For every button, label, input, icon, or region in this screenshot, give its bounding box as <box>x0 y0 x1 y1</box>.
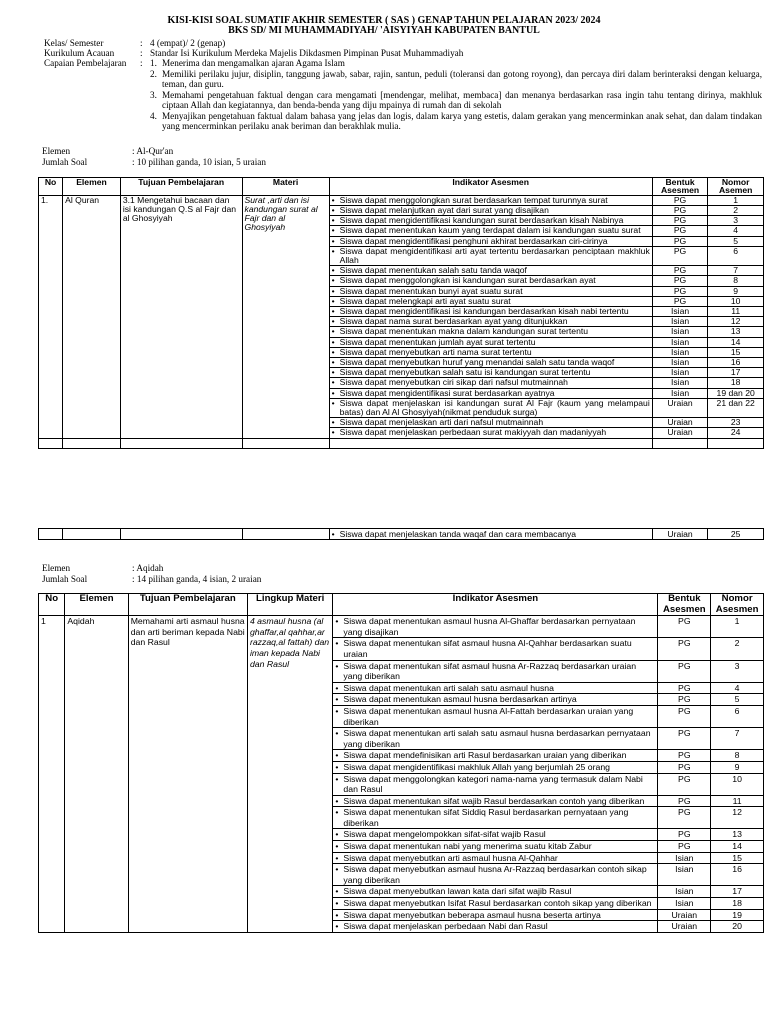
bentuk-cell: PG <box>658 660 711 682</box>
nomor-cell: 17 <box>711 886 764 898</box>
nomor-cell: 11 <box>711 795 764 807</box>
indikator-cell: • Siswa dapat melengkapi arti ayat suatu surat <box>329 296 652 306</box>
indikator-text: Siswa dapat menyebutkan lawan kata dari sifat wajib Rasul <box>343 886 572 897</box>
indikator-text: Siswa dapat menjelaskan tanda waqaf dan cara membacanya <box>339 529 577 539</box>
indikator-text: Siswa dapat menyebutkan beberapa asmaul husna beserta artinya <box>343 909 601 920</box>
capaian-list <box>150 58 762 132</box>
bentuk-cell: PG <box>652 206 708 216</box>
kurikulum-label: Kurikulum Acauan <box>44 48 115 58</box>
bentuk-cell: PG <box>658 829 711 841</box>
bentuk-cell: PG <box>658 750 711 762</box>
nomor-cell: 18 <box>708 378 764 388</box>
capaian-item: 1. Menerima dan mengamalkan ajaran Agama Islam <box>150 58 345 68</box>
bentuk-cell: Isian <box>652 368 708 378</box>
indikator-cell: • Siswa dapat menyebutkan beberapa asmaul husna beserta artinya <box>333 909 658 921</box>
indikator-cell: • Siswa dapat mengidentifikasi surat berdasarkan ayatnya <box>329 388 652 398</box>
bentuk-cell: PG <box>658 638 711 660</box>
indikator-text: Siswa dapat melengkapi arti ayat suatu surat <box>339 296 511 306</box>
bentuk-cell: Isian <box>652 358 708 368</box>
bentuk-cell: Isian <box>652 388 708 398</box>
header-no: No <box>39 594 65 616</box>
header-bentuk: Bentuk Asesmen <box>652 178 708 196</box>
bentuk-cell: Uraian <box>652 529 708 540</box>
indikator-text: Siswa dapat mengidentifikasi isi kandungan berdasarkan kisah nabi tertentu <box>339 306 629 317</box>
bentuk-cell: PG <box>652 236 708 246</box>
nomor-cell: 20 <box>711 921 764 933</box>
indikator-cell: • Siswa dapat menentukan arti salah satu asmaul husna berdasarkan pernyataan yang diberikan <box>333 728 658 750</box>
indikator-cell: • Siswa dapat menyebutkan huruf yang menandai salah satu tanda waqof <box>329 358 652 368</box>
bentuk-cell: Isian <box>652 317 708 327</box>
header-elemen: Elemen <box>65 594 128 616</box>
indikator-cell: • Siswa dapat menentukan jumlah ayat surat tertentu <box>329 337 652 347</box>
capaian-colon: : <box>140 58 143 68</box>
elemen-value: : Al-Qur'an <box>132 146 174 156</box>
nomor-cell: 13 <box>708 327 764 337</box>
indikator-text: Siswa dapat mengelompokkan sifat-sifat wajib Rasul <box>343 829 546 840</box>
no-cell: 1 <box>39 616 65 933</box>
indikator-cell: • Siswa dapat menyebutkan arti asmaul husna Al-Qahhar <box>333 852 658 864</box>
indikator-text: Siswa dapat menentukan sifat Siddiq Rasul berdasarkan pernyataan yang diberikan <box>343 807 629 828</box>
bentuk-cell: PG <box>658 807 711 829</box>
nomor-cell: 4 <box>708 226 764 236</box>
nomor-cell: 1 <box>711 616 764 638</box>
indikator-cell: • Siswa dapat menentukan nabi yang menerima suatu kitab Zabur <box>333 841 658 853</box>
indikator-text: Siswa dapat menyebutkan arti nama surat tertentu <box>339 347 532 357</box>
bentuk-cell: Isian <box>658 898 711 910</box>
nomor-cell: 2 <box>711 638 764 660</box>
indikator-text: Siswa dapat mengidentifikasi penghuni akhirat berdasarkan ciri-cirinya <box>339 236 608 246</box>
materi-cell: 4 asmaul husna (al ghaffar,al qahhar,ar razzaq,al fattah) dan iman kepada Nabi dan Rasul <box>247 616 332 933</box>
bentuk-cell: PG <box>658 761 711 773</box>
nomor-cell: 14 <box>708 337 764 347</box>
indikator-text: Siswa dapat menentukan arti salah satu asmaul husna berdasarkan pernyataan yang diberikan <box>343 728 651 749</box>
header-materi: Materi <box>242 178 329 196</box>
bentuk-cell: Uraian <box>652 428 708 438</box>
bentuk-cell: PG <box>652 266 708 276</box>
bentuk-cell: Isian <box>652 378 708 388</box>
table-header-row <box>39 594 764 616</box>
indikator-cell: • Siswa dapat menyebutkan arti nama surat tertentu <box>329 347 652 357</box>
capaian-label: Capaian Pembelajaran <box>44 58 127 68</box>
bentuk-cell: PG <box>658 682 711 694</box>
elemen-value: : Aqidah <box>132 563 164 573</box>
capaian-item: 2. Memiliki perilaku jujur, disiplin, tanggung jawab, sabar, rajin, santun, peduli (toleransi dan gotong royong), dan percaya diri dalam berinteraksi dengan keluarga, teman, dan guru. <box>150 68 762 89</box>
nomor-cell: 12 <box>711 807 764 829</box>
nomor-cell: 10 <box>708 296 764 306</box>
nomor-cell: 24 <box>708 428 764 438</box>
indikator-text: Siswa dapat menjelaskan perbedaan Nabi dan Rasul <box>343 921 548 932</box>
indikator-text: Siswa dapat menyebutkan huruf yang menandai salah satu tanda waqof <box>339 357 615 368</box>
jumlah-soal-label: Jumlah Soal <box>42 573 88 584</box>
indikator-text: Siswa dapat menentukan sifat asmaul husna Al-Qahhar berdasarkan suatu uraian <box>343 638 632 659</box>
indikator-text: Siswa dapat menentukan arti salah satu asmaul husna <box>343 682 554 693</box>
table-header-row <box>39 178 764 196</box>
nomor-cell: 13 <box>711 829 764 841</box>
indikator-cell: • Siswa dapat mengelompokkan sifat-sifat wajib Rasul <box>333 829 658 841</box>
indikator-cell: • Siswa dapat menggolongkan surat berdasarkan tempat turunnya surat <box>329 195 652 205</box>
indikator-cell: • Siswa dapat menentukan kaum yang terdapat dalam isi kandungan suatu surat <box>329 226 652 236</box>
bentuk-cell: PG <box>658 728 711 750</box>
bentuk-cell: PG <box>652 296 708 306</box>
bentuk-cell: PG <box>658 616 711 638</box>
table-row: • Siswa dapat menjelaskan tanda waqaf dan cara membacanya Uraian 25 <box>39 529 764 540</box>
kisi-table-alquran <box>38 177 764 449</box>
indikator-text: Siswa dapat nama surat berdasarkan ayat yang ditunjukkan <box>339 316 568 327</box>
kelas-label: Kelas/ Semester <box>44 38 104 48</box>
indikator-cell: • Siswa dapat melanjutkan ayat dari surat yang disajikan <box>329 206 652 216</box>
elemen-cell: Al Quran <box>63 195 121 438</box>
table-row <box>39 195 764 205</box>
section2-info <box>42 563 342 584</box>
table-body <box>39 616 764 933</box>
indikator-text: Siswa dapat mengidentifikasi arti ayat tertentu berdasarkan penciptaan makhluk Allah <box>339 246 650 266</box>
bentuk-cell: PG <box>658 795 711 807</box>
indikator-text: Siswa dapat mengidentifikasi makhluk Allah yang berjumlah 25 orang <box>343 761 610 772</box>
indikator-cell: • Siswa dapat menjelaskan perbedaan Nabi dan Rasul <box>333 921 658 933</box>
materi-cell: Surat ,arti dan isi kandungan surat al Fajr dan al Ghosyiyah <box>242 195 329 438</box>
table-row <box>39 616 764 638</box>
indikator-cell: • Siswa dapat mengidentifikasi isi kandungan berdasarkan kisah nabi tertentu <box>329 307 652 317</box>
indikator-text: Siswa dapat menjelaskan perbedaan surat makiyyah dan madaniyyah <box>339 427 607 438</box>
elemen-label: Elemen <box>42 146 71 156</box>
indikator-text: Siswa dapat menyebutkan ciri sikap dari nafsul mutmainnah <box>339 377 568 388</box>
indikator-text: Siswa dapat menyebutkan salah satu isi kandungan surat tertentu <box>339 367 591 378</box>
indikator-text: Siswa dapat menentukan asmaul husna Al-Fattah berdasarkan uraian yang diberikan <box>343 705 634 727</box>
header-nomor: Nomor Asemen <box>708 178 764 196</box>
indikator-cell: • Siswa dapat menggolongkan kategori nama-nama yang termasuk dalam Nabi dan Rasul <box>333 773 658 795</box>
indikator-cell: • Siswa dapat menentukan sifat asmaul husna Ar-Razzaq berdasarkan uraian yang diberikan <box>333 660 658 682</box>
indikator-cell: • Siswa dapat menyebutkan lawan kata dari sifat wajib Rasul <box>333 886 658 898</box>
indikator-text: Siswa dapat menggolongkan kategori nama-nama yang termasuk dalam Nabi dan Rasul <box>343 773 643 795</box>
bentuk-cell: PG <box>658 705 711 727</box>
nomor-cell: 6 <box>711 705 764 727</box>
indikator-text: Siswa dapat mengidentifikasi kandungan surat berdasarkan kisah Nabinya <box>339 215 624 226</box>
indikator-cell: • Siswa dapat menentukan sifat wajib Rasul berdasarkan contoh yang diberikan <box>333 795 658 807</box>
indikator-text: Siswa dapat menjelaskan isi kandungan surat Al Fajr (kaum yang melampaui batas) dan Al Al Ghosyiyah(nikmat penduduk surga) <box>339 398 650 418</box>
nomor-cell: 3 <box>711 660 764 682</box>
indikator-cell: • Siswa dapat mendefinisikan arti Rasul berdasarkan uraian yang diberikan <box>333 750 658 762</box>
kisi-table-aqidah <box>38 593 764 933</box>
indikator-cell: • Siswa dapat menjelaskan perbedaan surat makiyyah dan madaniyyah <box>329 428 652 438</box>
nomor-cell: 5 <box>708 236 764 246</box>
nomor-cell: 15 <box>708 347 764 357</box>
indikator-cell: • Siswa dapat mengidentifikasi arti ayat tertentu berdasarkan penciptaan makhluk Allah <box>329 246 652 265</box>
indikator-text: Siswa dapat menentukan asmaul husna berdasarkan artinya <box>343 694 577 705</box>
indikator-text: Siswa dapat menyebutkan arti asmaul husna Al-Qahhar <box>343 852 558 863</box>
indikator-text: Siswa dapat menyebutkan Isifat Rasul berdasarkan contoh sikap yang diberikan <box>343 898 652 909</box>
indikator-text: Siswa dapat menentukan kaum yang terdapat dalam isi kandungan suatu surat <box>339 225 641 236</box>
nomor-cell: 21 dan 22 <box>708 398 764 417</box>
nomor-cell: 12 <box>708 317 764 327</box>
indikator-cell: • Siswa dapat mengidentifikasi penghuni akhirat berdasarkan ciri-cirinya <box>329 236 652 246</box>
indikator-text: Siswa dapat menentukan bunyi ayat suatu surat <box>339 286 523 296</box>
bentuk-cell: Isian <box>652 347 708 357</box>
nomor-cell: 10 <box>711 773 764 795</box>
indikator-cell: • Siswa dapat menyebutkan asmaul husna Ar-Razzaq berdasarkan contoh sikap yang diberikan <box>333 864 658 886</box>
capaian-item: 3. Memahami pengetahuan faktual dengan cara mengamati [mendengar, melihat, membaca] dan menanya berdasarkan rasa ingin tahu tentang dirinya, makhluk ciptaan Allah dan kegiatannya, dan benda-benda yang diju mpainya di rumah dan di sekolah <box>150 89 762 110</box>
section1-info <box>42 146 342 167</box>
nomor-cell: 19 <box>711 909 764 921</box>
header-bentuk: Bentuk Asesmen <box>658 594 711 616</box>
nomor-cell: 7 <box>711 728 764 750</box>
bentuk-cell: PG <box>652 276 708 286</box>
bentuk-cell: PG <box>658 773 711 795</box>
indikator-cell: • Siswa dapat menyebutkan salah satu isi kandungan surat tertentu <box>329 368 652 378</box>
indikator-text: Siswa dapat menentukan salah satu tanda waqof <box>339 265 527 276</box>
header-indikator: Indikator Asesmen <box>333 594 658 616</box>
nomor-cell: 8 <box>708 276 764 286</box>
header-nomor: Nomor Asesmen <box>711 594 764 616</box>
indikator-cell: • Siswa dapat mengidentifikasi kandungan surat berdasarkan kisah Nabinya <box>329 216 652 226</box>
no-cell: 1. <box>39 195 63 438</box>
jumlah-soal-label: Jumlah Soal <box>42 156 88 167</box>
indikator-cell: • Siswa dapat menentukan bunyi ayat suatu surat <box>329 286 652 296</box>
indikator-cell: • Siswa dapat menentukan arti salah satu asmaul husna <box>333 682 658 694</box>
indikator-cell: • Siswa dapat menentukan salah satu tanda waqof <box>329 266 652 276</box>
bentuk-cell: Isian <box>652 337 708 347</box>
bentuk-cell: PG <box>658 841 711 853</box>
nomor-cell: 4 <box>711 682 764 694</box>
header-tujuan: Tujuan Pembelajaran <box>120 178 242 196</box>
indikator-text: Siswa dapat mendefinisikan arti Rasul berdasarkan uraian yang diberikan <box>343 750 627 761</box>
bentuk-cell: Uraian <box>658 921 711 933</box>
document-title-line1: KISI-KISI SOAL SUMATIF AKHIR SEMESTER ( SAS ) GENAP TAHUN PELAJARAN 2023/ 2024 <box>167 15 601 26</box>
bentuk-cell: PG <box>652 226 708 236</box>
nomor-cell: 8 <box>711 750 764 762</box>
indikator-text: Siswa dapat menentukan sifat asmaul husna Ar-Razzaq berdasarkan uraian yang diberikan <box>343 660 637 682</box>
nomor-cell: 5 <box>711 694 764 706</box>
bentuk-cell: PG <box>652 216 708 226</box>
indikator-cell: • Siswa dapat menjelaskan arti dari nafsul mutmainnah <box>329 418 652 428</box>
indikator-cell: • Siswa dapat menentukan sifat asmaul husna Al-Qahhar berdasarkan suatu uraian <box>333 638 658 660</box>
indikator-text: Siswa dapat menggolongkan surat berdasarkan tempat turunnya surat <box>339 195 608 205</box>
tujuan-cell: Memahami arti asmaul husna dan arti beriman kepada Nabi dan Rasul <box>128 616 247 933</box>
document-title-line2: BKS SD/ MI MUHAMMADIYAH/ 'AISYIYAH KABUPATEN BANTUL <box>228 25 540 36</box>
kurikulum-value: Standar Isi Kurikulum Merdeka Majelis Dikdasmen Pimpinan Pusat Muhammadiyah <box>150 48 464 58</box>
nomor-cell: 3 <box>708 216 764 226</box>
bentuk-cell: PG <box>658 694 711 706</box>
indikator-cell: • Siswa dapat menentukan asmaul husna Al-Fattah berdasarkan uraian yang diberikan <box>333 705 658 727</box>
indikator-cell: • Siswa dapat menentukan asmaul husna berdasarkan artinya <box>333 694 658 706</box>
header-tujuan: Tujuan Pembelajaran <box>128 594 247 616</box>
bentuk-cell: Isian <box>652 327 708 337</box>
bentuk-cell: Uraian <box>658 909 711 921</box>
bentuk-cell: Isian <box>652 307 708 317</box>
elemen-cell: Aqidah <box>65 616 128 933</box>
nomor-cell: 11 <box>708 307 764 317</box>
nomor-cell: 23 <box>708 418 764 428</box>
tujuan-cell: 3.1 Mengetahui bacaan dan isi kandungan Q.S al Fajr dan al Ghosyiyah <box>120 195 242 438</box>
bentuk-cell: Uraian <box>652 398 708 417</box>
indikator-cell: • Siswa dapat menjelaskan isi kandungan surat Al Fajr (kaum yang melampaui batas) dan Al Al Ghosyiyah(nikmat penduduk surga) <box>329 398 652 417</box>
jumlah-soal-value: : 10 pilihan ganda, 10 isian, 5 uraian <box>132 156 266 167</box>
indikator-text: Siswa dapat mengidentifikasi surat berdasarkan ayatnya <box>339 388 555 398</box>
nomor-cell: 16 <box>711 864 764 886</box>
nomor-cell: 25 <box>708 529 764 540</box>
indikator-text: Siswa dapat melanjutkan ayat dari surat yang disajikan <box>339 205 549 216</box>
indikator-text: Siswa dapat menggolongkan isi kandungan surat berdasarkan ayat <box>339 275 596 286</box>
bentuk-cell: Isian <box>658 864 711 886</box>
indikator-text: Siswa dapat menjelaskan arti dari nafsul mutmainnah <box>339 417 544 428</box>
bentuk-cell: PG <box>652 246 708 265</box>
bentuk-cell: PG <box>652 286 708 296</box>
indikator-cell: • Siswa dapat nama surat berdasarkan ayat yang ditunjukkan <box>329 317 652 327</box>
indikator-text: Siswa dapat menentukan sifat wajib Rasul berdasarkan contoh yang diberikan <box>343 795 645 806</box>
nomor-cell: 1 <box>708 195 764 205</box>
bentuk-cell: PG <box>652 195 708 205</box>
indikator-cell: • Siswa dapat mengidentifikasi makhluk Allah yang berjumlah 25 orang <box>333 761 658 773</box>
header-elemen: Elemen <box>63 178 121 196</box>
nomor-cell: 15 <box>711 852 764 864</box>
indikator-cell: • Siswa dapat menyebutkan ciri sikap dari nafsul mutmainnah <box>329 378 652 388</box>
nomor-cell: 9 <box>711 761 764 773</box>
header-lingkup-materi: Lingkup Materi <box>247 594 332 616</box>
bentuk-cell: Isian <box>658 886 711 898</box>
indikator-cell: • Siswa dapat menentukan sifat Siddiq Rasul berdasarkan pernyataan yang diberikan <box>333 807 658 829</box>
kisi-table-extra-row <box>38 528 764 540</box>
bentuk-cell: Isian <box>658 852 711 864</box>
jumlah-soal-value: : 14 pilihan ganda, 4 isian, 2 uraian <box>132 573 262 584</box>
indikator-text: Siswa dapat menentukan asmaul husna Al-Ghaffar berdasarkan pernyataan yang disajikan <box>343 616 636 637</box>
indikator-cell: • Siswa dapat menentukan asmaul husna Al-Ghaffar berdasarkan pernyataan yang disajikan <box>333 616 658 638</box>
indikator-text: Siswa dapat menentukan jumlah ayat surat tertentu <box>339 337 536 347</box>
nomor-cell: 6 <box>708 246 764 265</box>
indikator-text: Siswa dapat menentukan nabi yang menerima suatu kitab Zabur <box>343 841 592 852</box>
table-body <box>39 195 764 448</box>
table-row <box>39 438 764 448</box>
indikator-text: Siswa dapat menyebutkan asmaul husna Ar-Razzaq berdasarkan contoh sikap yang diberikan <box>343 864 647 885</box>
indikator-cell: • Siswa dapat menentukan makna dalam kandungan surat tertentu <box>329 327 652 337</box>
nomor-cell: 17 <box>708 368 764 378</box>
indikator-cell: • Siswa dapat menyebutkan Isifat Rasul berdasarkan contoh sikap yang diberikan <box>333 898 658 910</box>
indikator-text: Siswa dapat menentukan makna dalam kandungan surat tertentu <box>339 326 589 337</box>
nomor-cell: 7 <box>708 266 764 276</box>
capaian-row <box>44 58 144 70</box>
kelas-value: 4 (empat)/ 2 (genap) <box>150 38 226 48</box>
nomor-cell: 2 <box>708 206 764 216</box>
kelas-colon: : <box>140 38 143 48</box>
nomor-cell: 19 dan 20 <box>708 388 764 398</box>
nomor-cell: 18 <box>711 898 764 910</box>
kurikulum-colon: : <box>140 48 143 58</box>
capaian-item: 4. Menyajikan pengetahuan faktual dalam bahasa yang jelas dan logis, dalam karya yang estetis, dalam gerakan yang mencerminkan anak sehat, dan dalam tindakan yang mencerminkan perilaku anak beriman dan berakhlak mulia. <box>150 110 762 131</box>
header-indikator: Indikator Asesmen <box>329 178 652 196</box>
nomor-cell: 9 <box>708 286 764 296</box>
elemen-label: Elemen <box>42 563 71 573</box>
bentuk-cell: Uraian <box>652 418 708 428</box>
header-no: No <box>39 178 63 196</box>
indikator-cell: • Siswa dapat menggolongkan isi kandungan surat berdasarkan ayat <box>329 276 652 286</box>
nomor-cell: 14 <box>711 841 764 853</box>
nomor-cell: 16 <box>708 358 764 368</box>
